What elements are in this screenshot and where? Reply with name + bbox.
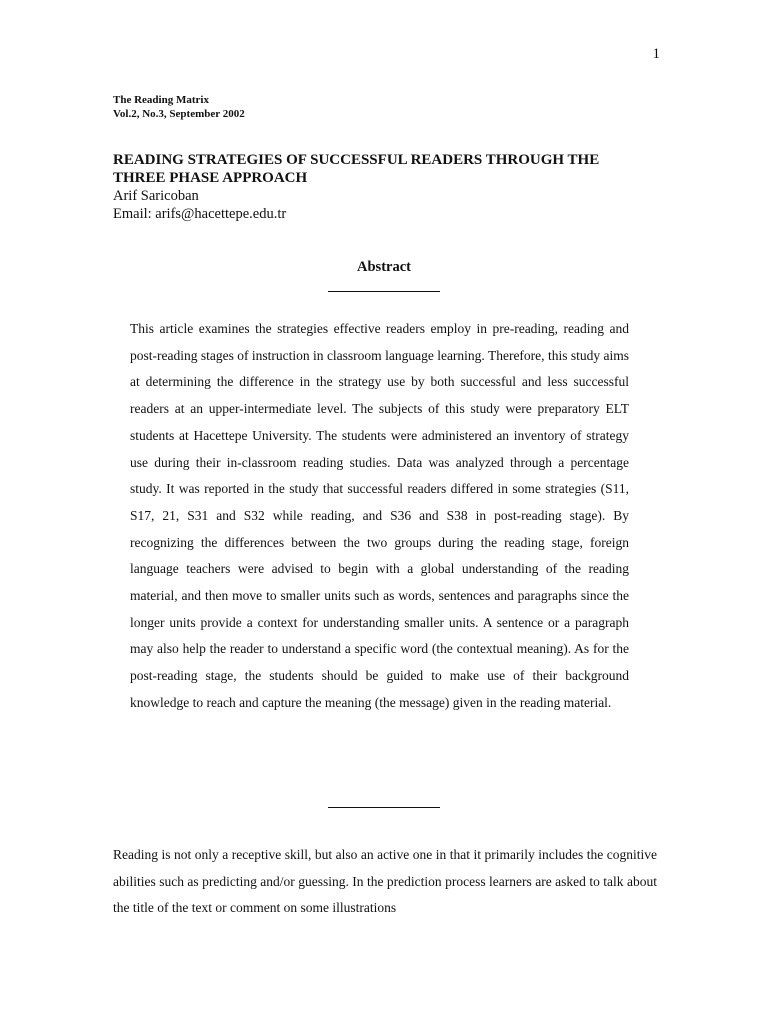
- journal-header: [113, 93, 245, 121]
- body-paragraph: Reading is not only a receptive skill, but also an active one in that it primarily includes the cognitive abilities such as predicting and/or guessing. In the prediction process learners are asked to talk about the title of the text or comment on some illustrations: [113, 847, 657, 916]
- abstract-body: This article examines the strategies effective readers employ in pre-reading, reading and post-reading stages of instruction in classroom language learning. Therefore, this study aims at determining the difference in the strategy use by both successful and less successful readers at an upper-intermediate level. The subjects of this study were preparatory ELT students at Hacettepe University. The students were administered an inventory of strategy use during their in-classroom reading studies. Data was analyzed through a percentage study. It was reported in the study that successful readers differed in some strategies (S11, S17, 21, S31 and S32 while reading, and S36 and S38 in post-reading stage). By recognizing the differences between the two groups during the reading stage, foreign language teachers were advised to begin with a global understanding of the reading material, and then move to smaller units such as words, sentences and paragraphs since the longer units provide a context for understanding smaller units. A sentence or a paragraph may also help the reader to understand a specific word (the contextual meaning). As for the post-reading stage, the students should be guided to make use of their background knowledge to reach and capture the meaning (the message) given in the reading material.: [130, 321, 629, 710]
- author-email: Email: arifs@hacettepe.edu.tr: [113, 206, 287, 222]
- abstract-bottom-rule: [328, 807, 440, 808]
- article-title: READING STRATEGIES OF SUCCESSFUL READERS THROUGH THE THREE PHASE APPROACH: [113, 152, 600, 186]
- journal-name: The Reading Matrix: [113, 94, 209, 106]
- abstract-top-rule: [328, 291, 440, 292]
- author-name: Arif Saricoban: [113, 188, 199, 204]
- abstract-heading: Abstract: [357, 259, 411, 275]
- journal-issue: Vol.2, No.3, September 2002: [113, 108, 245, 120]
- page-number: 1: [652, 46, 660, 62]
